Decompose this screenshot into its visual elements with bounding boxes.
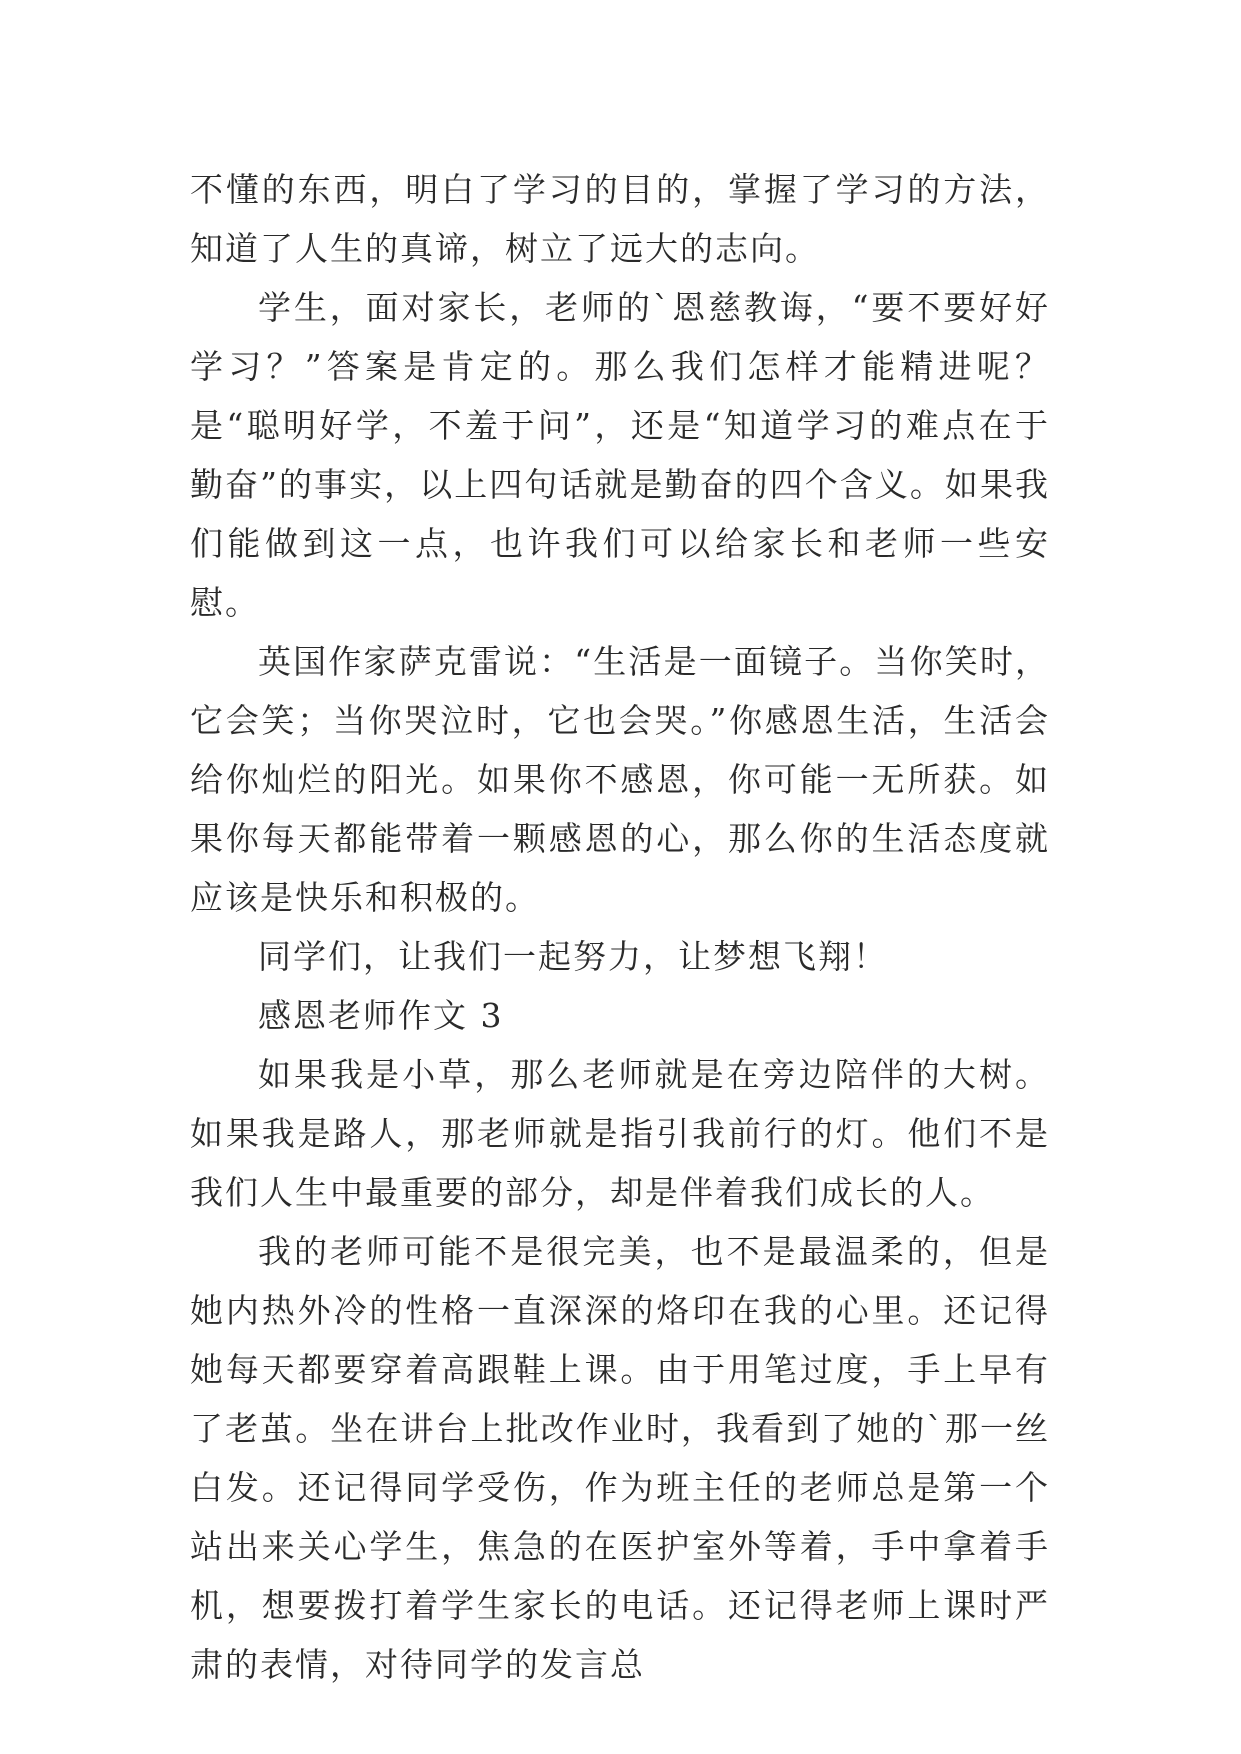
paragraph-teacher-memories: 我的老师可能不是很完美，也不是最温柔的，但是她内热外冷的性格一直深深的烙印在我的心里。还记得她每天都要穿着高跟鞋上课。由于用笔过度，手上早有了老茧。坐在讲台上批改作业时，我看到了她的`那一丝白发。还记得同学受伤，作为班主任的老师总是第一个站出来关心学生，焦急的在医护室外等着，手中拿着手机，想要拨打着学生家长的电话。还记得老师上课时严肃的表情，对待同学的发言总	[190, 1232, 1050, 1684]
section-heading: 感恩老师作文 3	[258, 996, 504, 1035]
paragraph-continuation: 不懂的东西，明白了学习的目的，掌握了学习的方法，知道了人生的真谛，树立了远大的志向。	[190, 170, 1050, 268]
paragraph-study: 学生，面对家长，老师的`恩慈教诲，“要不要好好学习？”答案是肯定的。那么我们怎样才能精进呢？是“聪明好学，不羞于问”，还是“知道学习的难点在于勤奋”的事实，以上四句话就是勤奋的四个含义。如果我们能做到这一点，也许我们可以给家长和老师一些安慰。	[190, 288, 1050, 622]
paragraph-thackeray-quote: 英国作家萨克雷说：“生活是一面镜子。当你笑时，它会笑；当你哭泣时，它也会哭。”你感恩生活，生活会给你灿烂的阳光。如果你不感恩，你可能一无所获。如果你每天都能带着一颗感恩的心，那么你的生活态度就应该是快乐和积极的。	[190, 642, 1050, 917]
paragraph-grass-and-tree: 如果我是小草，那么老师就是在旁边陪伴的大树。如果我是路人，那老师就是指引我前行的灯。他们不是我们人生中最重要的部分，却是伴着我们成长的人。	[190, 1055, 1050, 1212]
paragraph-call-to-action: 同学们，让我们一起努力，让梦想飞翔！	[258, 937, 888, 976]
document-body	[190, 160, 1050, 1694]
